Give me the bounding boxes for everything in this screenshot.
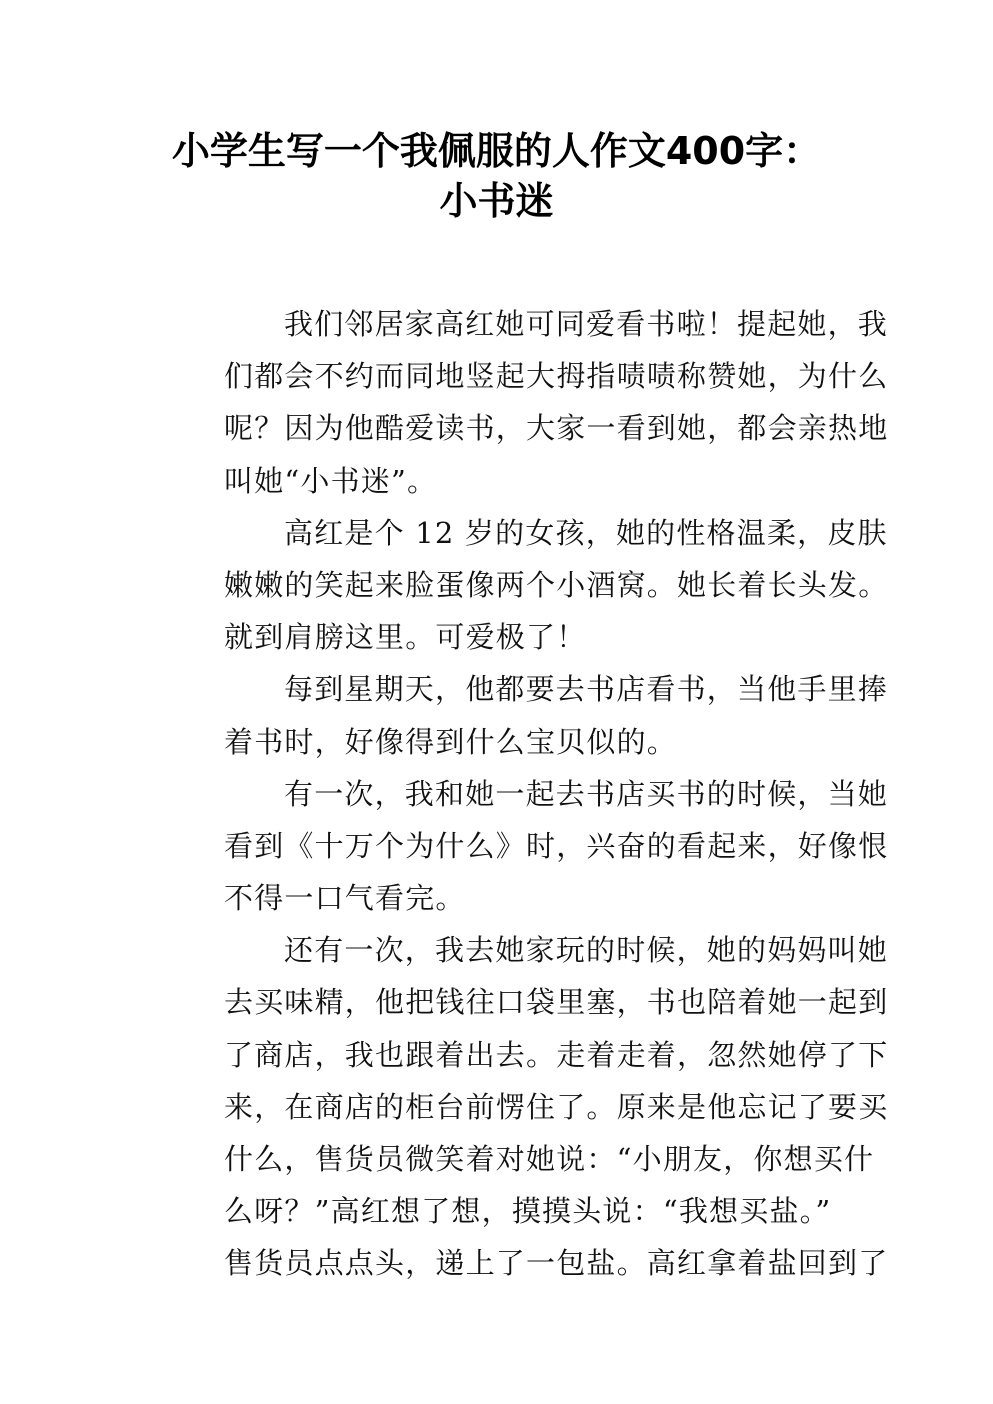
text-line: 还有一次，我去她家玩的时候，她的妈妈叫她 — [284, 933, 889, 968]
text-line: 了商店，我也跟着出去。走着走着，忽然她停了下 — [224, 1037, 889, 1072]
text-line: 不得一口气看完。 — [224, 881, 466, 916]
paragraph-4 — [166, 768, 889, 925]
document-body — [166, 298, 889, 1290]
text-line: 什么，售货员微笑着对她说：“小朋友，你想买什 — [224, 1142, 875, 1176]
text-line: 高红是个 12 岁的女孩，她的性格温柔，皮肤 — [284, 515, 888, 550]
text-line: 每到星期天，他都要去书店看书，当他手里捧 — [284, 672, 889, 707]
text-line: 呢？因为他酷爱读书，大家一看到她，都会亲热地 — [224, 411, 889, 446]
document-title — [100, 126, 893, 226]
paragraph-2 — [166, 507, 889, 664]
text-line: 嫩嫩的笑起来脸蛋像两个小酒窝。她长着长头发。 — [224, 567, 889, 602]
title-line-2: 小书迷 — [439, 179, 554, 223]
paragraph-5 — [166, 924, 889, 1289]
text-line: 去买味精，他把钱往口袋里塞，书也陪着她一起到 — [224, 985, 889, 1020]
text-line: 们都会不约而同地竖起大拇指啧啧称赞她，为什么 — [224, 359, 889, 394]
text-line: 有一次，我和她一起去书店买书的时候，当她 — [284, 776, 889, 811]
paragraph-3 — [166, 663, 889, 767]
text-line: 么呀？”高红想了想，摸摸头说：“我想买盐。” — [224, 1194, 832, 1229]
text-line: 售货员点点头，递上了一包盐。高红拿着盐回到了 — [224, 1246, 889, 1281]
text-line: 看到《十万个为什么》时，兴奋的看起来，好像恨 — [224, 828, 889, 863]
title-line-1: 小学生写一个我佩服的人作文400字： — [171, 129, 822, 173]
text-line: 叫她“小书迷”。 — [224, 463, 438, 498]
text-line: 我们邻居家高红她可同爱看书啦！提起她，我 — [284, 307, 889, 341]
text-line: 就到肩膀这里。可爱极了！ — [224, 620, 587, 655]
text-line: 着书时，好像得到什么宝贝似的。 — [224, 724, 678, 759]
text-line: 来，在商店的柜台前愣住了。原来是他忘记了要买 — [224, 1089, 889, 1124]
paragraph-1 — [166, 298, 889, 507]
